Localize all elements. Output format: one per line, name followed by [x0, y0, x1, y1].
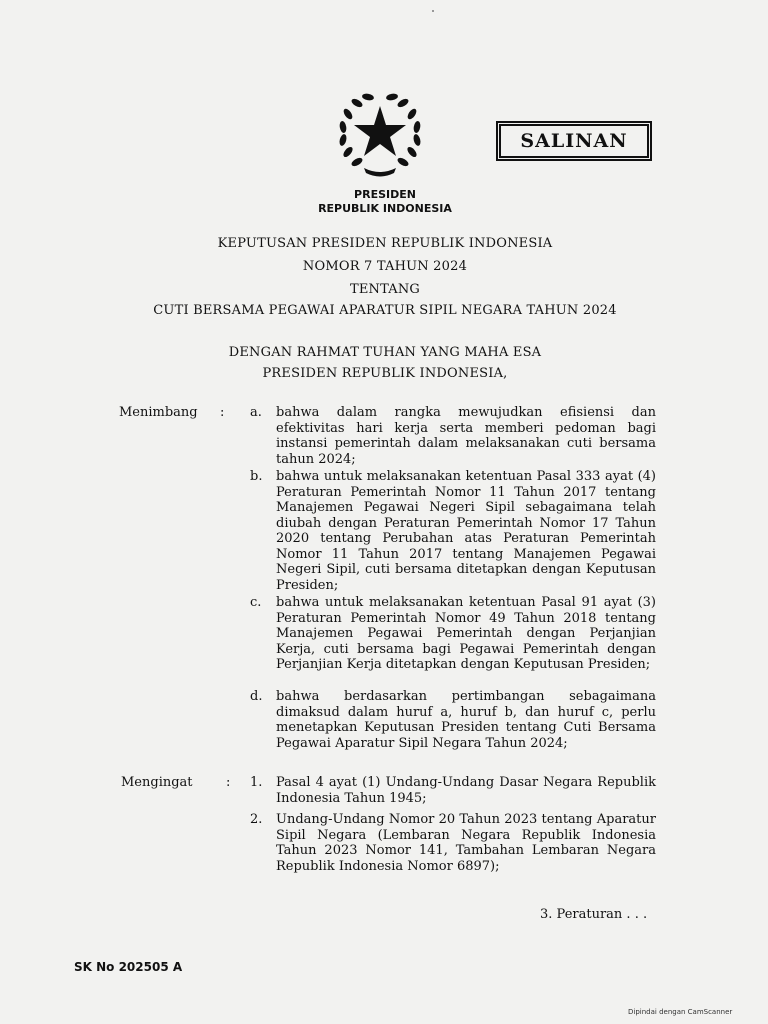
menimbang-marker-c: c. — [250, 595, 262, 610]
decree-title: KEPUTUSAN PRESIDEN REPUBLIK INDONESIA — [217, 236, 553, 251]
menimbang-label: Menimbang — [119, 405, 198, 420]
mengingat-colon: : — [226, 775, 231, 790]
decree-number: NOMOR 7 TAHUN 2024 — [302, 259, 468, 274]
mengingat-marker-1: 1. — [250, 775, 263, 790]
salinan-stamp: SALINAN — [499, 124, 649, 158]
menimbang-item-c: bahwa untuk melaksanakan ketentuan Pasal 91 ayat (3) Peraturan Pemerintah Nomor 49 Tahun 2018 tentang Manajemen Pegawai Pemerintah dengan Perjanjian Kerja, cuti bersama bagi Pegawai Pemerintah dengan Perjanjian Kerja ditetapkan dengan Keputusan Presiden; — [276, 595, 656, 672]
menimbang-item-d: bahwa berdasarkan pertimbangan sebagaimana dimaksud dalam huruf a, huruf b, dan huruf c, perlu menetapkan Keputusan Presiden tentang Cuti Bersama Pegawai Aparatur Sipil Negara Tahun 2024; — [276, 689, 656, 751]
mengingat-item-2: Undang-Undang Nomor 20 Tahun 2023 tentang Aparatur Sipil Negara (Lembaran Negara Republik Indonesia Tahun 2023 Nomor 141, Tambahan Lembaran Negara Republik Indonesia Nomor 6897); — [276, 812, 656, 874]
page-continuation: 3. Peraturan . . . — [540, 907, 648, 922]
invocation-line-2: PRESIDEN REPUBLIK INDONESIA, — [262, 366, 508, 381]
menimbang-item-b: bahwa untuk melaksanakan ketentuan Pasal 333 ayat (4) Peraturan Pemerintah Nomor 11 Tahun 2017 tentang Manajemen Pegawai Negeri Sipil sebagaimana telah diubah dengan Peraturan Pemerintah Nomor 17 Tahun 2020 tentang Perubahan atas Peraturan Pemerintah Nomor 11 Tahun 2017 tentang Manajemen Pegawai Negeri Sipil, cuti bersama ditetapkan dengan Keputusan Presiden; — [276, 469, 656, 593]
issuer-line-republik: REPUBLIK INDONESIA — [318, 202, 452, 215]
menimbang-marker-b: b. — [250, 469, 263, 484]
menimbang-marker-a: a. — [250, 405, 262, 420]
scanner-watermark: Dipindai dengan CamScanner — [628, 1008, 733, 1016]
scan-speck — [432, 10, 434, 12]
menimbang-marker-d: d. — [250, 689, 263, 704]
mengingat-marker-2: 2. — [250, 812, 263, 827]
mengingat-label: Mengingat — [121, 775, 193, 790]
menimbang-item-a: bahwa dalam rangka mewujudkan efisiensi dan efektivitas hari kerja serta memberi pedoman bagi instansi pemerintah dalam melaksanakan cuti bersama tahun 2024; — [276, 405, 656, 467]
sk-number: SK No 202505 A — [74, 960, 183, 974]
mengingat-item-1: Pasal 4 ayat (1) Undang-Undang Dasar Negara Republik Indonesia Tahun 1945; — [276, 775, 656, 806]
decree-tentang: TENTANG — [349, 282, 421, 297]
menimbang-colon: : — [220, 405, 225, 420]
decree-subject: CUTI BERSAMA PEGAWAI APARATUR SIPIL NEGARA TAHUN 2024 — [153, 303, 617, 318]
garuda-star-emblem-icon — [334, 90, 426, 178]
invocation-line-1: DENGAN RAHMAT TUHAN YANG MAHA ESA — [228, 345, 542, 360]
issuer-line-presiden: PRESIDEN — [354, 188, 416, 201]
